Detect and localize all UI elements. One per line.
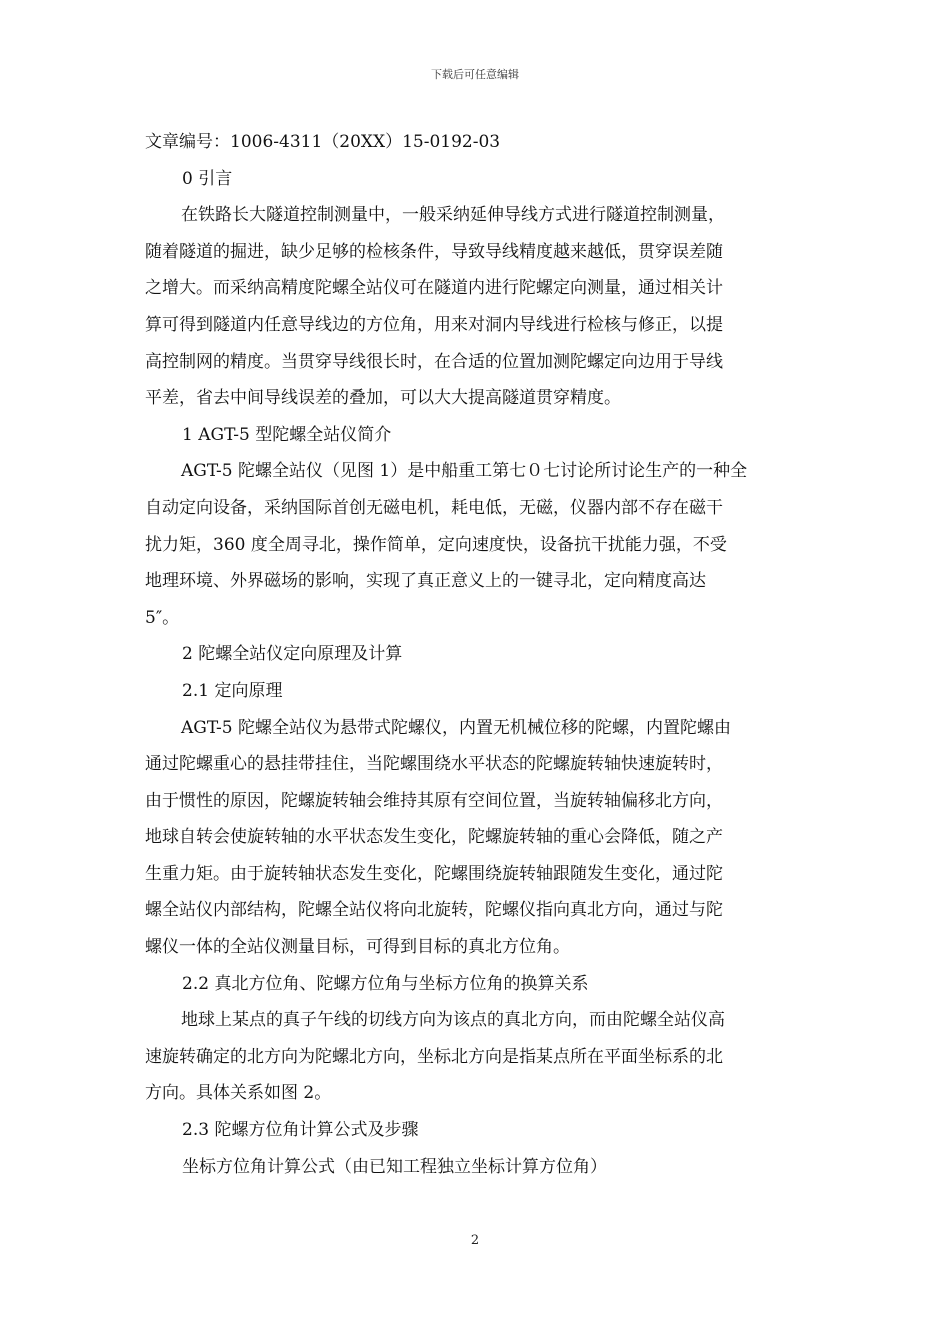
article-number: 文章编号：1006-4311（20XX）15-0192-03	[145, 132, 501, 152]
paragraph-line: 平差，省去中间导线误差的叠加，可以大大提高隧道贯穿精度。	[145, 388, 621, 409]
paragraph-line: 之增大。而采纳高精度陀螺全站仪可在隧道内进行陀螺定向测量，通过相关计	[145, 278, 723, 299]
page-header-note: 下载后可任意编辑	[431, 68, 519, 81]
paragraph-line: 螺仪一体的全站仪测量目标，可得到目标的真北方位角。	[145, 937, 570, 958]
paragraph-line: AGT-5 陀螺全站仪为悬带式陀螺仪，内置无机械位移的陀螺，内置陀螺由	[181, 717, 731, 738]
paragraph-line: 坐标方位角计算公式（由已知工程独立坐标计算方位角）	[182, 1156, 607, 1177]
paragraph-line: 速旋转确定的北方向为陀螺北方向，坐标北方向是指某点所在平面坐标系的北	[145, 1046, 723, 1067]
paragraph-line: 通过陀螺重心的悬挂带挂住，当陀螺围绕水平状态的陀螺旋转轴快速旋转时，	[145, 754, 723, 775]
paragraph-line: 在铁路长大隧道控制测量中，一般采纳延伸导线方式进行隧道控制测量，	[181, 205, 725, 226]
section-heading-2-2: 2.2 真北方位角、陀螺方位角与坐标方位角的换算关系	[182, 973, 589, 994]
paragraph-line: AGT-5 陀螺全站仪（见图 1）是中船重工第七０七讨论所讨论生产的一种全	[181, 461, 748, 482]
paragraph-line: 地理环境、外界磁场的影响，实现了真正意义上的一键寻北，定向精度高达	[145, 571, 706, 592]
paragraph-line: 5″。	[145, 607, 180, 628]
section-heading-1: 1 AGT-5 型陀螺全站仪简介	[182, 424, 392, 445]
paragraph-line: 自动定向设备，采纳国际首创无磁电机，耗电低，无磁，仪器内部不存在磁干	[145, 497, 723, 518]
page-number: 2	[470, 1233, 480, 1248]
document-body	[145, 124, 805, 1185]
section-heading-intro: 0 引言	[182, 168, 233, 189]
paragraph-line: 高控制网的精度。当贯穿导线很长时，在合适的位置加测陀螺定向边用于导线	[145, 351, 723, 372]
section-heading-2-1: 2.1 定向原理	[182, 680, 283, 701]
paragraph-line: 螺全站仪内部结构，陀螺全站仪将向北旋转，陀螺仪指向真北方向，通过与陀	[145, 900, 723, 921]
paragraph-line: 地球上某点的真子午线的切线方向为该点的真北方向，而由陀螺全站仪高	[181, 1010, 725, 1031]
paragraph-line: 生重力矩。由于旋转轴状态发生变化，陀螺围绕旋转轴跟随发生变化，通过陀	[145, 863, 723, 884]
paragraph-line: 随着隧道的掘进，缺少足够的检核条件，导致导线精度越来越低，贯穿误差随	[145, 241, 723, 262]
paragraph-line: 由于惯性的原因，陀螺旋转轴会维持其原有空间位置，当旋转轴偏移北方向，	[145, 790, 723, 811]
section-heading-2: 2 陀螺全站仪定向原理及计算	[182, 644, 403, 665]
section-heading-2-3: 2.3 陀螺方位角计算公式及步骤	[182, 1120, 419, 1141]
paragraph-line: 扰力矩，360 度全周寻北，操作简单，定向速度快，设备抗干扰能力强，不受	[145, 534, 727, 555]
paragraph-line: 算可得到隧道内任意导线边的方位角，用来对洞内导线进行检核与修正，以提	[145, 314, 723, 335]
paragraph-line: 地球自转会使旋转轴的水平状态发生变化，陀螺旋转轴的重心会降低，随之产	[145, 827, 723, 848]
paragraph-line: 方向。具体关系如图 2。	[145, 1083, 332, 1104]
